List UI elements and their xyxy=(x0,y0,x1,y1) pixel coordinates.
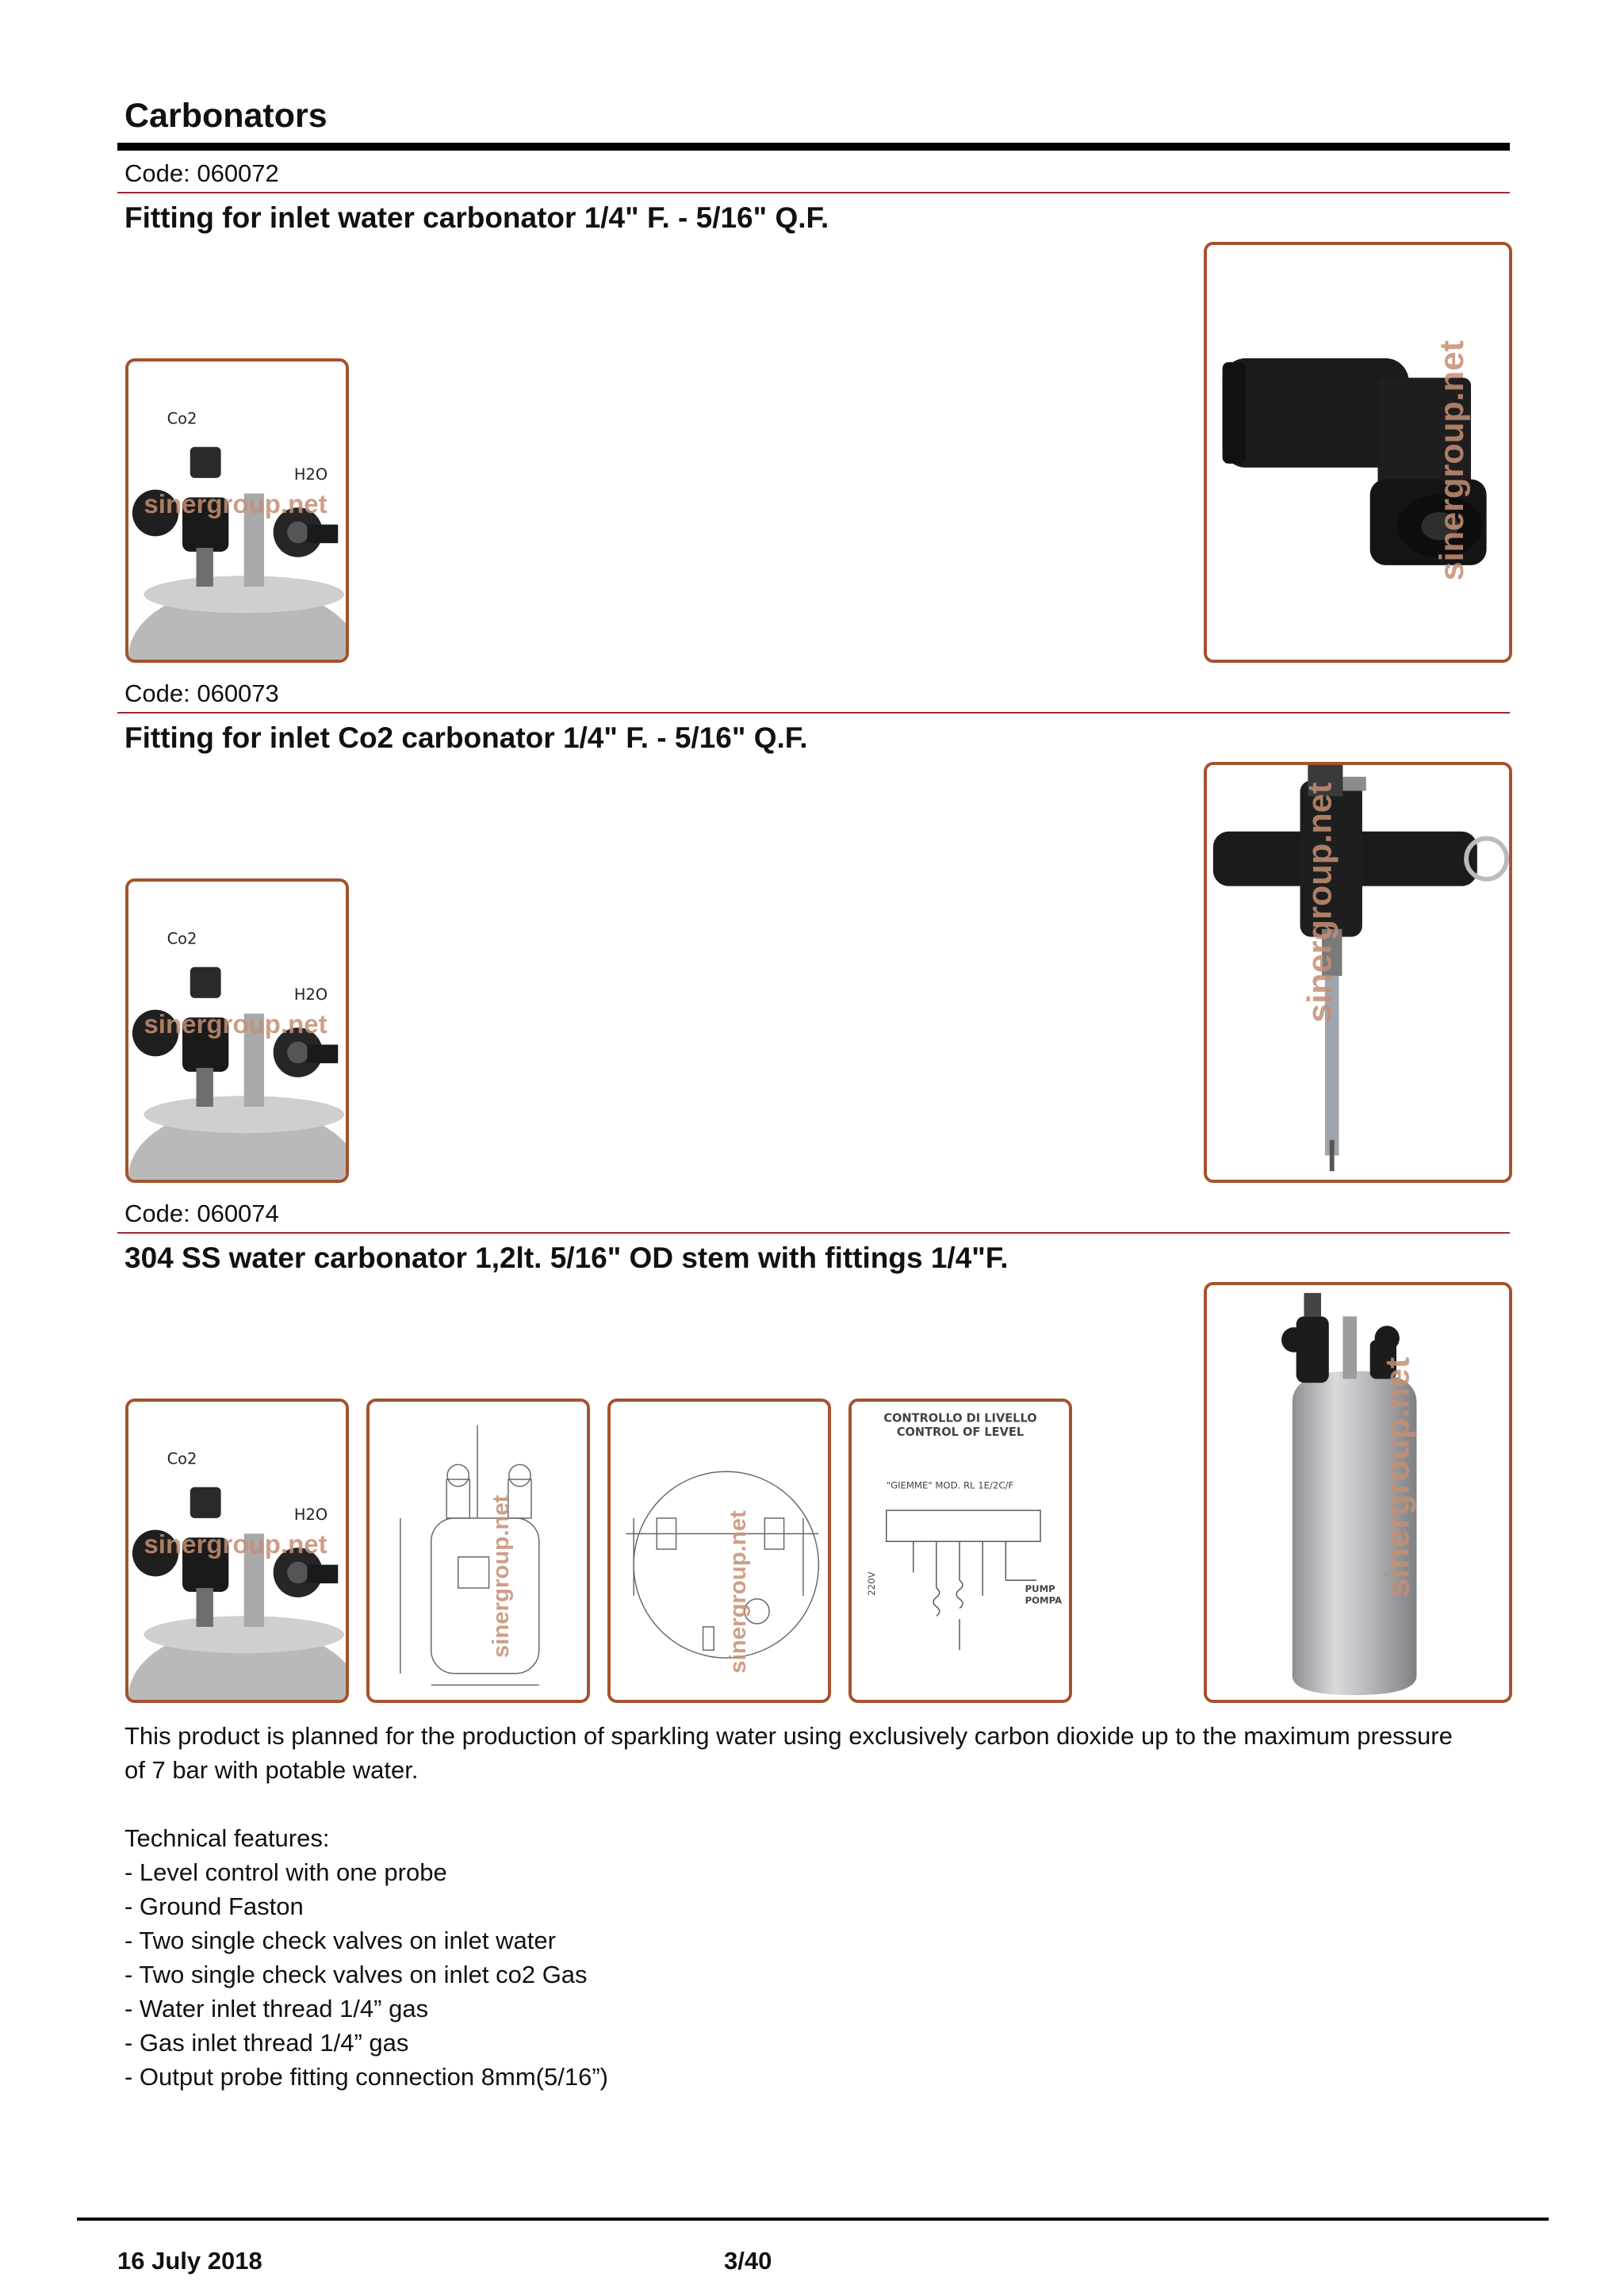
product-title: Fitting for inlet Co2 carbonator 1/4" F. - 5/16" Q.F. xyxy=(124,721,808,754)
product-title: Fitting for inlet water carbonator 1/4" F. - 5/16" Q.F. xyxy=(124,201,829,234)
page-number: 3/40 xyxy=(724,2247,772,2275)
h2o-label: H2O xyxy=(293,465,328,484)
level-control-model: "GIEMME" MOD. RL 1E/2C/F xyxy=(886,1479,1014,1491)
co2-label: Co2 xyxy=(167,929,197,948)
voltage-label: 220V xyxy=(866,1571,878,1596)
co2-fitting-image[interactable] xyxy=(1204,762,1512,1183)
watermark: sinergroup.net xyxy=(144,489,327,519)
watermark: sinergroup.net xyxy=(726,1510,752,1674)
watermark: sinergroup.net xyxy=(488,1494,514,1659)
carbonator-top-thumbnail[interactable] xyxy=(125,878,349,1183)
code-divider xyxy=(117,1232,1510,1234)
h2o-label: H2O xyxy=(293,1505,328,1524)
carbonator-top-thumbnail[interactable] xyxy=(125,358,349,663)
co2-label: Co2 xyxy=(167,409,197,428)
feature-item: - Gas inlet thread 1/4” gas xyxy=(124,2029,409,2057)
watermark: sinergroup.net xyxy=(1433,340,1472,581)
h2o-label: H2O xyxy=(293,985,328,1004)
product-code: Code: 060073 xyxy=(124,679,279,707)
product-code: Code: 060074 xyxy=(124,1200,279,1227)
watermark: sinergroup.net xyxy=(1300,782,1339,1024)
level-control-diagram-thumbnail[interactable] xyxy=(848,1399,1072,1703)
pompa-label: POMPA xyxy=(1025,1594,1063,1606)
feature-item: - Two single check valves on inlet water xyxy=(124,1927,556,1954)
level-control-title-it: CONTROLLO DI LIVELLO xyxy=(883,1411,1037,1425)
code-divider xyxy=(117,712,1510,714)
watermark: sinergroup.net xyxy=(144,1009,327,1039)
footer-divider xyxy=(77,2218,1549,2221)
watermark: sinergroup.net xyxy=(1378,1357,1417,1598)
footer-date: 16 July 2018 xyxy=(117,2247,262,2275)
carbonator-top-thumbnail[interactable] xyxy=(125,1399,349,1703)
carbonator-tank-image[interactable] xyxy=(1204,1282,1512,1703)
product-title: 304 SS water carbonator 1,2lt. 5/16" OD stem with fittings 1/4"F. xyxy=(124,1242,1009,1274)
level-control-title-en: CONTROL OF LEVEL xyxy=(896,1425,1025,1440)
feature-item: - Output probe fitting connection 8mm(5/16”) xyxy=(124,2063,608,2091)
pump-label: PUMP xyxy=(1025,1582,1055,1594)
features-heading: Technical features: xyxy=(124,1824,330,1852)
feature-item: - Water inlet thread 1/4” gas xyxy=(124,1995,429,2022)
watermark: sinergroup.net xyxy=(144,1529,327,1559)
features-list xyxy=(124,1855,1473,2094)
product-code: Code: 060072 xyxy=(124,159,279,187)
page-heading: Carbonators xyxy=(124,97,327,135)
feature-item: - Level control with one probe xyxy=(124,1858,447,1886)
heading-divider xyxy=(117,143,1510,151)
product-description xyxy=(124,1719,1473,2094)
description-text: This product is planned for the production of sparkling water using exclusively carbon dioxide up to the maximum pressure of 7 bar with potable water. xyxy=(124,1722,1453,1784)
feature-item: - Two single check valves on inlet co2 Gas xyxy=(124,1961,588,1988)
code-divider xyxy=(117,192,1510,193)
feature-item: - Ground Faston xyxy=(124,1892,304,1920)
co2-label: Co2 xyxy=(167,1449,197,1468)
top-view-schematic-thumbnail[interactable] xyxy=(607,1399,831,1703)
elbow-fitting-image[interactable] xyxy=(1204,242,1512,663)
technical-drawing-thumbnail[interactable] xyxy=(366,1399,590,1703)
